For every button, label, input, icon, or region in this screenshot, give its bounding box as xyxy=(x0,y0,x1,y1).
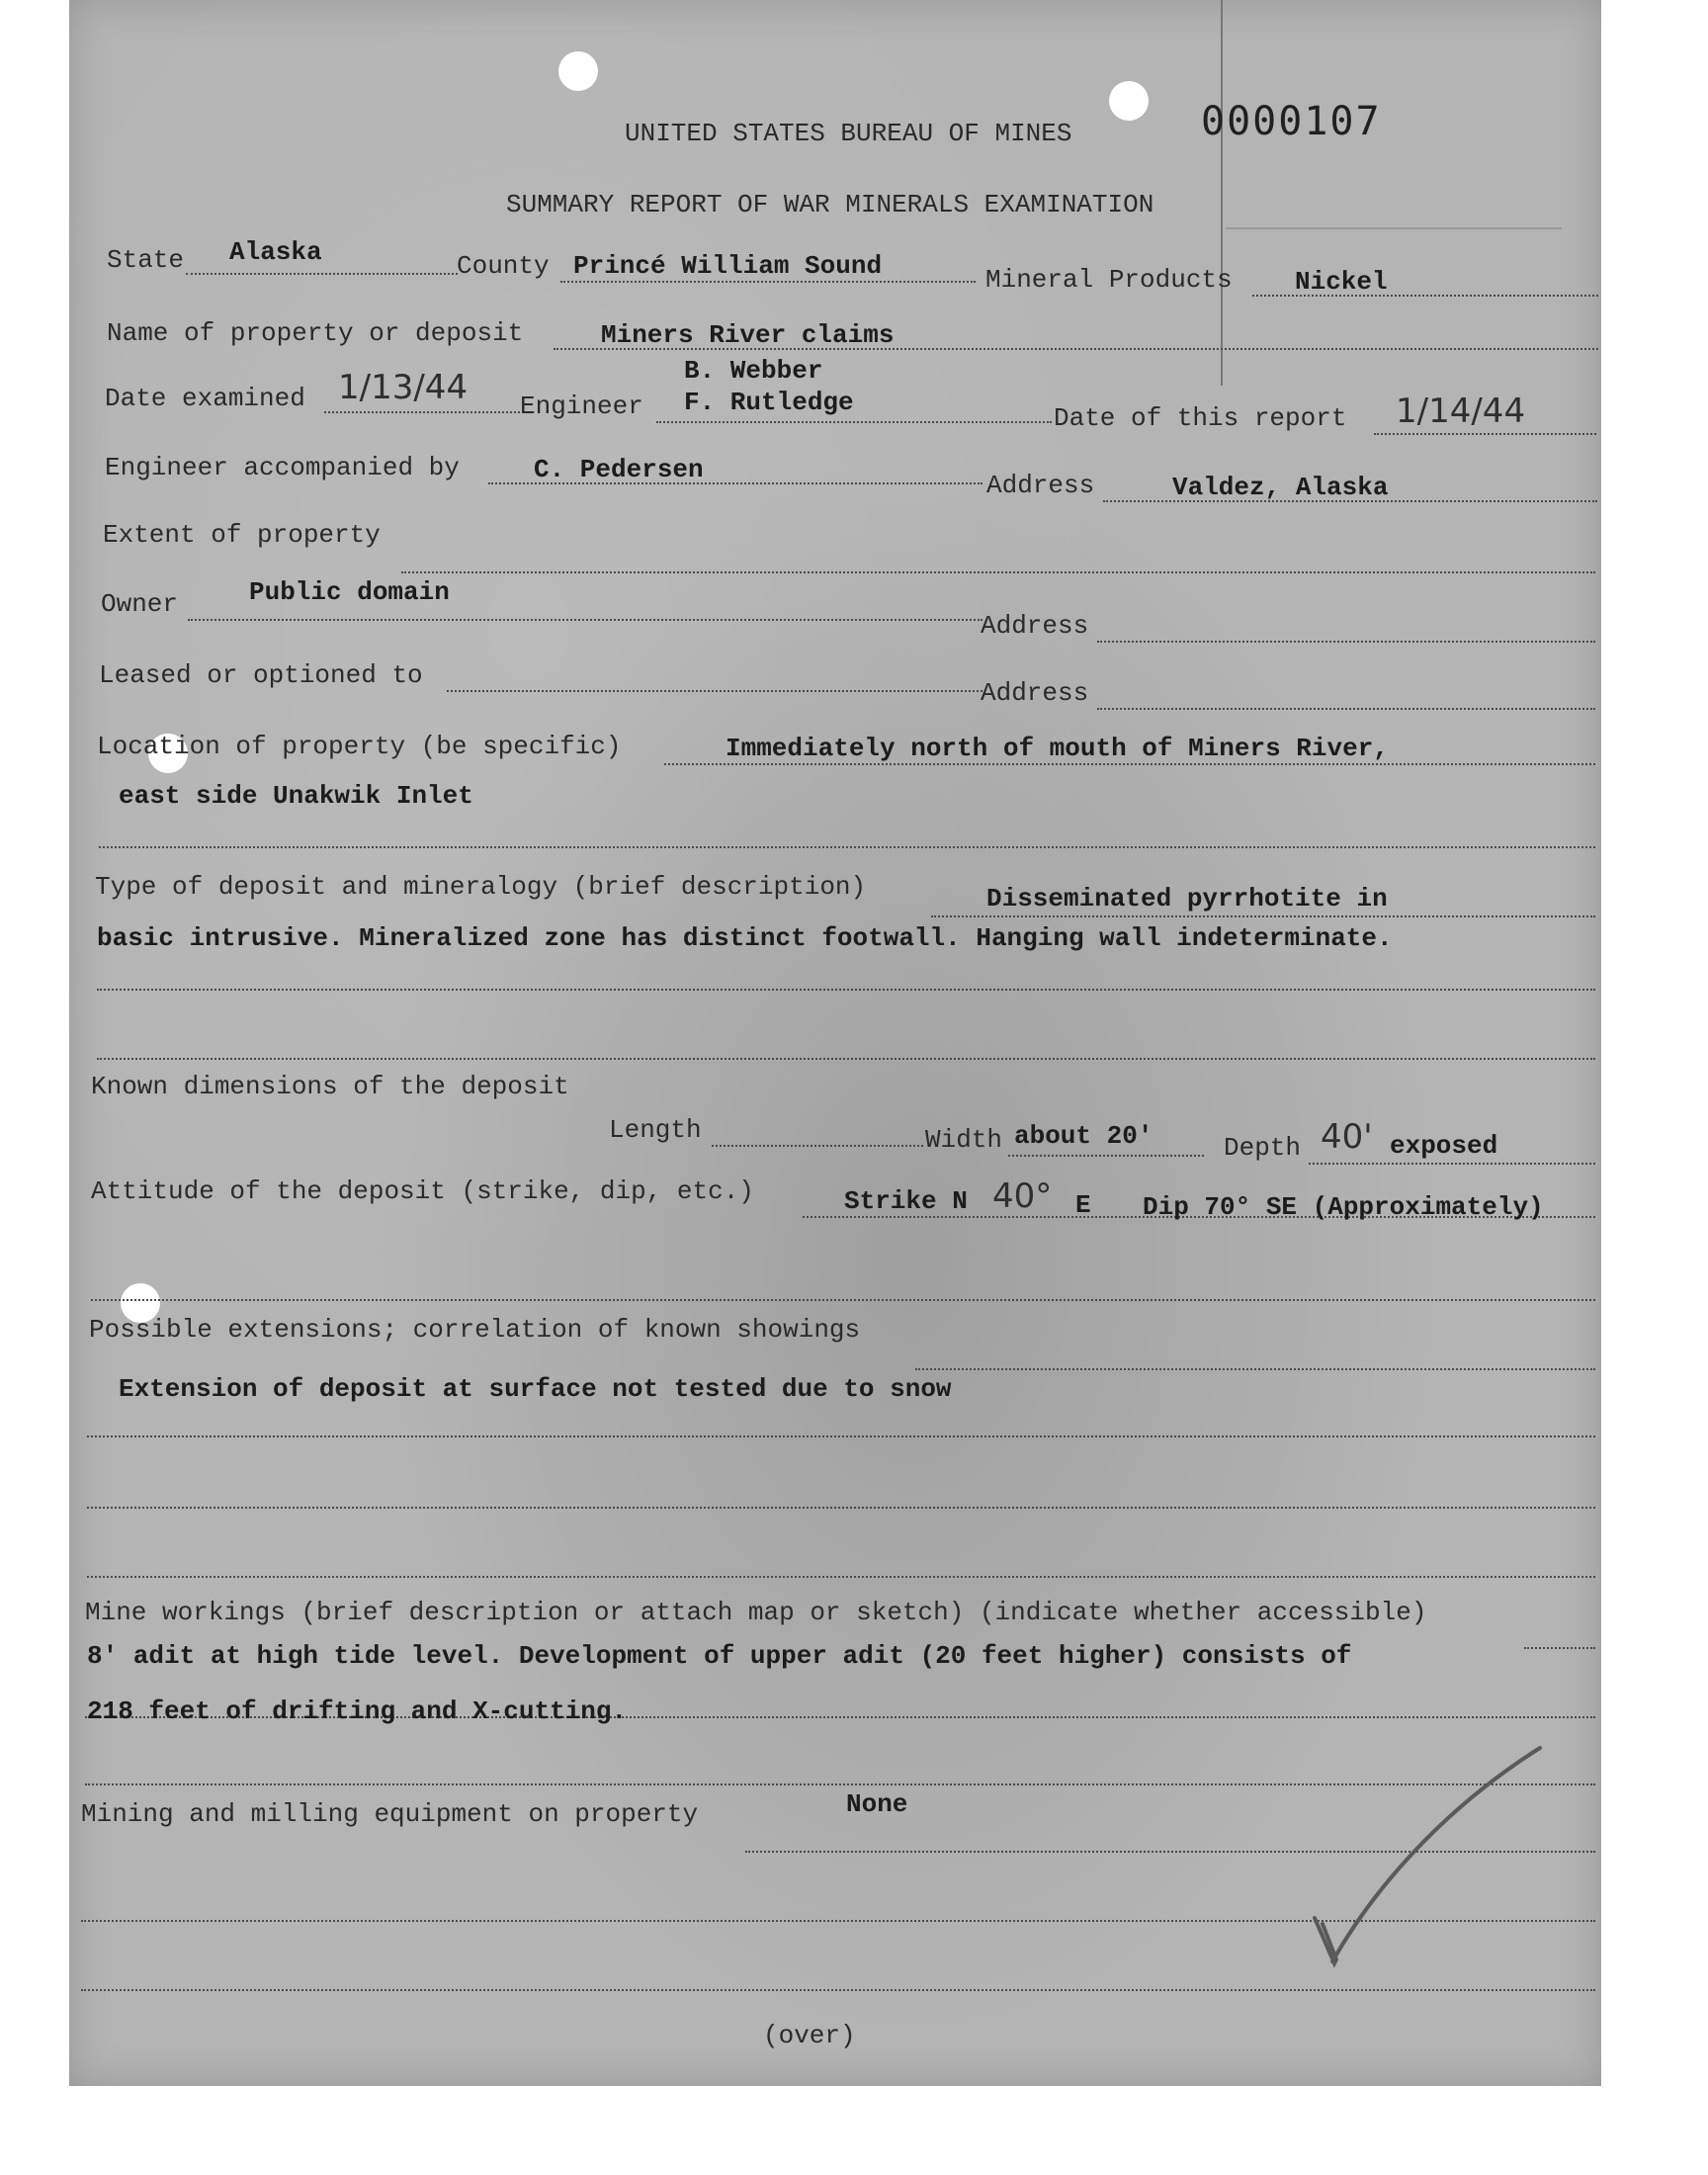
workings-value-2: 218 feet of drifting and X-cutting. xyxy=(87,1696,628,1726)
workings-label: Mine workings (brief description or attach map or sketch) (indicate whether accessible) xyxy=(85,1598,1427,1627)
type-line-3 xyxy=(97,1058,1595,1060)
county-value: Princé William Sound xyxy=(573,251,883,281)
date-report-value: 1/14/44 xyxy=(1396,392,1526,431)
depth-value-text: exposed xyxy=(1390,1131,1498,1161)
owner-line xyxy=(188,619,982,621)
extensions-line-4 xyxy=(87,1576,1595,1578)
workings-value-1: 8' adit at high tide level. Development of upper adit (20 feet higher) consists of xyxy=(87,1641,1352,1671)
address-line-3 xyxy=(1097,708,1595,710)
workings-line-1 xyxy=(1524,1647,1595,1649)
agency-heading: UNITED STATES BUREAU OF MINES xyxy=(625,119,1072,148)
attitude-strike-degrees: 40° xyxy=(992,1176,1053,1216)
leased-line xyxy=(447,690,982,692)
attitude-strike: Strike N xyxy=(844,1186,968,1216)
address-label-3: Address xyxy=(981,678,1089,708)
stamp-line xyxy=(1221,0,1223,386)
extent-label: Extent of property xyxy=(103,520,381,550)
depth-value-number: 40' xyxy=(1321,1117,1373,1157)
length-label: Length xyxy=(609,1115,702,1145)
check-mark-icon xyxy=(1305,1740,1562,1977)
engineer-value-1: B. Webber xyxy=(684,356,823,386)
date-report-label: Date of this report xyxy=(1054,403,1347,433)
property-name-label: Name of property or deposit xyxy=(107,318,524,348)
address-line-2 xyxy=(1097,641,1595,643)
width-value: about 20' xyxy=(1014,1121,1153,1151)
owner-label: Owner xyxy=(101,589,179,619)
serial-number: 0000107 xyxy=(1201,99,1382,144)
location-line-2 xyxy=(99,846,1595,848)
property-name-value: Miners River claims xyxy=(601,320,895,350)
attitude-strike-direction: E xyxy=(1075,1190,1091,1220)
county-label: County xyxy=(457,251,550,281)
width-line xyxy=(1008,1155,1204,1157)
accompanied-label: Engineer accompanied by xyxy=(105,453,460,482)
width-label: Width xyxy=(925,1125,1003,1155)
extensions-label: Possible extensions; correlation of known showings xyxy=(89,1315,861,1345)
extensions-line-1 xyxy=(915,1368,1595,1370)
location-value-2: east side Unakwik Inlet xyxy=(119,781,473,811)
length-line xyxy=(712,1145,923,1147)
type-line-1 xyxy=(931,915,1595,917)
extensions-value: Extension of deposit at surface not tested due to snow xyxy=(119,1374,952,1404)
location-label: Location of property (be specific) xyxy=(97,732,622,761)
address-label-2: Address xyxy=(981,611,1089,641)
date-report-line xyxy=(1374,433,1596,435)
mineral-products-value: Nickel xyxy=(1295,267,1388,297)
dimensions-label: Known dimensions of the deposit xyxy=(91,1072,569,1101)
state-value: Alaska xyxy=(229,237,322,267)
leased-label: Leased or optioned to xyxy=(99,660,423,690)
state-line xyxy=(186,273,458,275)
equipment-value: None xyxy=(846,1789,908,1819)
engineer-line xyxy=(656,421,1052,423)
punch-hole xyxy=(558,51,598,91)
attitude-dip: Dip 70° SE (Approximately) xyxy=(1143,1192,1544,1222)
equipment-label: Mining and milling equipment on property xyxy=(81,1799,699,1829)
county-line xyxy=(560,281,976,283)
date-examined-value: 1/13/44 xyxy=(338,368,469,407)
type-value-2: basic intrusive. Mineralized zone has distinct footwall. Hanging wall indeterminate. xyxy=(97,923,1393,953)
depth-line xyxy=(1309,1163,1595,1165)
location-line-1 xyxy=(664,763,1595,765)
engineer-label: Engineer xyxy=(520,392,643,421)
mineral-products-label: Mineral Products xyxy=(985,265,1233,295)
report-sheet xyxy=(69,0,1601,2086)
type-line-2 xyxy=(97,989,1595,991)
type-label: Type of deposit and mineralogy (brief description) xyxy=(95,872,867,902)
extensions-line-2 xyxy=(87,1436,1595,1437)
equipment-line-3 xyxy=(81,1989,1595,1991)
date-examined-line xyxy=(324,411,532,413)
accompanied-value: C. Pedersen xyxy=(534,455,704,484)
owner-value: Public domain xyxy=(249,577,450,607)
type-value-1: Disseminated pyrrhotite in xyxy=(986,884,1388,914)
extent-line xyxy=(401,571,1595,573)
attitude-line-2 xyxy=(91,1299,1595,1301)
address-label-1: Address xyxy=(986,471,1095,500)
attitude-label: Attitude of the deposit (strike, dip, etc.) xyxy=(91,1176,754,1206)
date-examined-label: Date examined xyxy=(105,384,305,413)
report-title: SUMMARY REPORT OF WAR MINERALS EXAMINATION xyxy=(506,190,1154,219)
depth-label: Depth xyxy=(1224,1133,1302,1163)
stamp-line xyxy=(1226,227,1562,229)
address-value-1: Valdez, Alaska xyxy=(1172,473,1389,502)
extensions-line-3 xyxy=(87,1507,1595,1509)
over-label: (over) xyxy=(763,2021,856,2050)
engineer-value-2: F. Rutledge xyxy=(684,388,854,417)
punch-hole xyxy=(1109,81,1149,121)
state-label: State xyxy=(107,245,185,275)
location-value-1: Immediately north of mouth of Miners River, xyxy=(726,734,1389,763)
